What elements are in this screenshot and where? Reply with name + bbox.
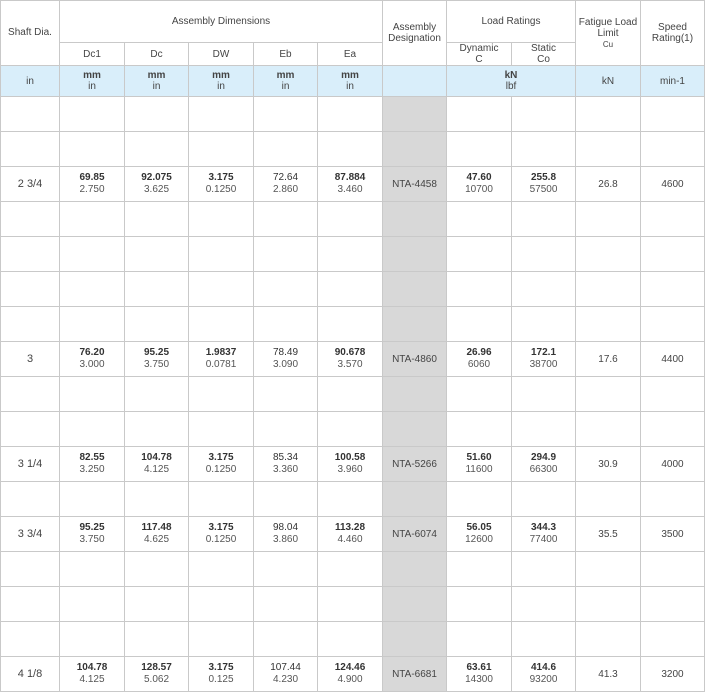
- cell-c: [447, 307, 512, 342]
- load-ratings-header: Load Ratings: [447, 1, 576, 43]
- cell-co: [512, 167, 576, 202]
- table-row: [1, 342, 705, 377]
- cell-speed: [641, 237, 705, 272]
- cell-ea: [318, 307, 383, 342]
- cell-speed: [641, 307, 705, 342]
- cell-dc1: [60, 272, 125, 307]
- cell-dc: [125, 97, 189, 132]
- cell-co: [512, 132, 576, 167]
- cell-ea: [318, 412, 383, 447]
- cell-speed: [641, 272, 705, 307]
- value-metric: 255.8: [530, 172, 557, 183]
- cell-shaft: [1, 552, 60, 587]
- table-row: [1, 167, 705, 202]
- cell-dw: [189, 307, 254, 342]
- value-imperial: 0.1250: [205, 464, 237, 475]
- unit-speed: min-1: [641, 66, 705, 97]
- cell-c: [447, 342, 512, 377]
- static-header: Static Co: [512, 43, 576, 66]
- cell-co: [512, 622, 576, 657]
- cell-cu: 17.6: [576, 342, 641, 377]
- cell-dw: [189, 517, 254, 552]
- cell-c: [447, 517, 512, 552]
- value-metric: 294.9: [530, 452, 557, 463]
- value-metric: 3.175: [208, 522, 234, 533]
- cell-eb: [254, 412, 318, 447]
- cell-c: [447, 132, 512, 167]
- cell-cu: 30.9: [576, 447, 641, 482]
- cell-eb: [254, 202, 318, 237]
- cell-desig: [383, 272, 447, 307]
- cell-eb: [254, 447, 318, 482]
- cell-cu: 41.3: [576, 657, 641, 692]
- cell-dc1: [60, 657, 125, 692]
- table-row: [1, 97, 705, 132]
- cell-c: [447, 97, 512, 132]
- value-imperial: 0.0781: [205, 359, 237, 370]
- cell-dc1: [60, 307, 125, 342]
- value-imperial: 11600: [465, 464, 493, 475]
- cell-speed: [641, 97, 705, 132]
- value-imperial: 0.1250: [205, 534, 237, 545]
- cell-speed: [641, 622, 705, 657]
- cell-ea: [318, 657, 383, 692]
- value-imperial: 3.460: [337, 184, 363, 195]
- cell-desig: [383, 412, 447, 447]
- cell-shaft: [1, 412, 60, 447]
- cell-speed: [641, 482, 705, 517]
- value-imperial: 2.750: [79, 184, 105, 195]
- cell-dc1: [60, 482, 125, 517]
- dynamic-header: Dynamic C: [447, 43, 512, 66]
- value-metric: 1.9837: [205, 347, 237, 358]
- cell-eb: [254, 622, 318, 657]
- value-imperial: 93200: [529, 674, 558, 685]
- table-row: [1, 587, 705, 622]
- table-row: [1, 202, 705, 237]
- value-metric: 63.61: [466, 662, 492, 673]
- value-imperial: 66300: [529, 464, 558, 475]
- value-metric: 69.85: [79, 172, 105, 183]
- cell-eb: [254, 97, 318, 132]
- value-imperial: 3.090: [272, 359, 299, 370]
- table-row: [1, 307, 705, 342]
- cell-desig: [383, 587, 447, 622]
- cell-eb: [254, 132, 318, 167]
- cell-dc1: [60, 517, 125, 552]
- cell-c: [447, 587, 512, 622]
- value-metric: 104.78: [141, 452, 172, 463]
- table-row: [1, 237, 705, 272]
- cell-dw: [189, 657, 254, 692]
- dw-header: DW: [189, 43, 254, 66]
- cell-c: [447, 167, 512, 202]
- cell-dc1: [60, 552, 125, 587]
- cell-dw: [189, 272, 254, 307]
- value-imperial: 3.360: [272, 464, 299, 475]
- value-imperial: 57500: [529, 184, 558, 195]
- value-imperial: 3.570: [337, 359, 363, 370]
- value-metric: 78.49: [272, 347, 299, 358]
- cell-co: [512, 272, 576, 307]
- cell-shaft: [1, 307, 60, 342]
- cell-eb: [254, 237, 318, 272]
- value-metric: 100.58: [334, 452, 366, 463]
- cell-dc: [125, 237, 189, 272]
- cell-speed: 3200: [641, 657, 705, 692]
- cell-cu: 26.8: [576, 167, 641, 202]
- value-imperial: 3.860: [272, 534, 299, 545]
- cell-co: [512, 377, 576, 412]
- value-metric: 76.20: [79, 347, 105, 358]
- cell-shaft: 3 1/4: [1, 447, 60, 482]
- cell-co: [512, 587, 576, 622]
- table-row: [1, 412, 705, 447]
- cell-shaft: [1, 272, 60, 307]
- cell-cu: [576, 307, 641, 342]
- value-metric: 47.60: [466, 172, 492, 183]
- cell-co: [512, 517, 576, 552]
- cell-speed: [641, 552, 705, 587]
- cell-eb: [254, 167, 318, 202]
- value-metric: 172.1: [530, 347, 557, 358]
- cell-shaft: [1, 202, 60, 237]
- cell-dc: [125, 167, 189, 202]
- value-imperial: 5.062: [143, 674, 170, 685]
- value-metric: 104.78: [76, 662, 108, 673]
- cell-dc1: [60, 447, 125, 482]
- cell-speed: [641, 377, 705, 412]
- table-row: [1, 517, 705, 552]
- cell-shaft: [1, 482, 60, 517]
- cell-desig: [383, 482, 447, 517]
- value-imperial: 12600: [465, 534, 493, 545]
- cell-cu: [576, 587, 641, 622]
- unit-dc1: mm in: [60, 66, 125, 97]
- cell-shaft: [1, 587, 60, 622]
- cell-dw: [189, 342, 254, 377]
- cell-dc1: [60, 622, 125, 657]
- table-row: [1, 482, 705, 517]
- cell-cu: [576, 97, 641, 132]
- cell-dc: [125, 587, 189, 622]
- cell-shaft: 3: [1, 342, 60, 377]
- assembly-dimensions-header: Assembly Dimensions: [60, 1, 383, 43]
- cell-dw: [189, 167, 254, 202]
- cell-cu: [576, 552, 641, 587]
- ea-header: Ea: [318, 43, 383, 66]
- value-metric: 85.34: [272, 452, 299, 463]
- cell-c: [447, 237, 512, 272]
- cell-cu: [576, 482, 641, 517]
- cell-ea: [318, 482, 383, 517]
- table-row: [1, 132, 705, 167]
- cell-shaft: [1, 132, 60, 167]
- cell-co: [512, 342, 576, 377]
- value-metric: 414.6: [530, 662, 557, 673]
- cell-dc: [125, 307, 189, 342]
- cell-desig: NTA-4458: [383, 167, 447, 202]
- cell-c: [447, 272, 512, 307]
- cell-dw: [189, 552, 254, 587]
- unit-eb: mm in: [254, 66, 318, 97]
- cell-eb: [254, 657, 318, 692]
- cell-dw: [189, 412, 254, 447]
- value-imperial: 3.250: [79, 464, 105, 475]
- cell-desig: NTA-6681: [383, 657, 447, 692]
- fatigue-load-limit-header: Fatigue Load Limit Cu: [576, 1, 641, 66]
- cell-cu: [576, 412, 641, 447]
- value-imperial: 3.750: [143, 359, 170, 370]
- cell-dw: [189, 132, 254, 167]
- value-imperial: 6060: [467, 359, 491, 370]
- cell-dc: [125, 377, 189, 412]
- dc1-header: Dc1: [60, 43, 125, 66]
- unit-shaft: in: [1, 66, 60, 97]
- cell-dw: [189, 237, 254, 272]
- cell-co: [512, 482, 576, 517]
- cell-eb: [254, 377, 318, 412]
- unit-ea: mm in: [318, 66, 383, 97]
- cell-dc1: [60, 342, 125, 377]
- cell-ea: [318, 377, 383, 412]
- cell-ea: [318, 97, 383, 132]
- cell-dc: [125, 657, 189, 692]
- value-imperial: 4.460: [337, 534, 363, 545]
- cell-desig: [383, 377, 447, 412]
- value-metric: 87.884: [334, 172, 366, 183]
- cell-c: [447, 202, 512, 237]
- cell-cu: 35.5: [576, 517, 641, 552]
- cell-c: [447, 482, 512, 517]
- table-row: [1, 622, 705, 657]
- value-metric: 3.175: [208, 172, 234, 183]
- table-row: [1, 377, 705, 412]
- value-imperial: 2.860: [272, 184, 299, 195]
- cell-desig: NTA-5266: [383, 447, 447, 482]
- value-metric: 124.46: [334, 662, 366, 673]
- cell-desig: NTA-6074: [383, 517, 447, 552]
- cell-cu: [576, 237, 641, 272]
- value-imperial: 4.625: [143, 534, 170, 545]
- cell-dc: [125, 272, 189, 307]
- cell-co: [512, 552, 576, 587]
- cell-dw: [189, 587, 254, 622]
- cell-ea: [318, 447, 383, 482]
- value-imperial: 4.230: [272, 674, 299, 685]
- cell-speed: 4600: [641, 167, 705, 202]
- shaft-dia-header: Shaft Dia.: [1, 1, 60, 66]
- cell-c: [447, 412, 512, 447]
- cell-dc: [125, 342, 189, 377]
- cell-desig: [383, 202, 447, 237]
- cell-dc1: [60, 377, 125, 412]
- cell-dw: [189, 202, 254, 237]
- cell-co: [512, 307, 576, 342]
- value-imperial: 3.625: [143, 184, 170, 195]
- value-metric: 117.48: [141, 522, 172, 533]
- cell-dc1: [60, 97, 125, 132]
- value-metric: 95.25: [143, 347, 170, 358]
- cell-dc1: [60, 167, 125, 202]
- cell-shaft: 3 3/4: [1, 517, 60, 552]
- cell-dc1: [60, 412, 125, 447]
- value-metric: 107.44: [270, 662, 301, 673]
- cell-co: [512, 412, 576, 447]
- value-imperial: 77400: [529, 534, 558, 545]
- dc-header: Dc: [125, 43, 189, 66]
- table-body: [1, 97, 705, 692]
- cell-co: [512, 237, 576, 272]
- eb-header: Eb: [254, 43, 318, 66]
- cell-eb: [254, 342, 318, 377]
- cell-speed: 3500: [641, 517, 705, 552]
- cell-eb: [254, 517, 318, 552]
- cell-speed: [641, 412, 705, 447]
- cell-c: [447, 447, 512, 482]
- cell-speed: 4400: [641, 342, 705, 377]
- value-metric: 92.075: [141, 172, 172, 183]
- value-metric: 3.175: [208, 662, 234, 673]
- cell-dc: [125, 132, 189, 167]
- cell-dc1: [60, 132, 125, 167]
- cell-ea: [318, 202, 383, 237]
- cell-desig: [383, 622, 447, 657]
- cell-speed: 4000: [641, 447, 705, 482]
- cell-eb: [254, 307, 318, 342]
- value-metric: 95.25: [79, 522, 105, 533]
- cell-eb: [254, 272, 318, 307]
- cell-co: [512, 202, 576, 237]
- value-imperial: 3.000: [79, 359, 105, 370]
- value-metric: 26.96: [466, 347, 492, 358]
- cell-dc1: [60, 237, 125, 272]
- cell-shaft: [1, 97, 60, 132]
- cell-desig: [383, 97, 447, 132]
- value-imperial: 3.750: [79, 534, 105, 545]
- cell-dw: [189, 482, 254, 517]
- cell-c: [447, 377, 512, 412]
- cell-dw: [189, 447, 254, 482]
- cell-ea: [318, 552, 383, 587]
- cell-dc: [125, 412, 189, 447]
- unit-fatigue: kN: [576, 66, 641, 97]
- cell-eb: [254, 482, 318, 517]
- table-row: [1, 657, 705, 692]
- value-imperial: 14300: [465, 674, 493, 685]
- value-metric: 90.678: [334, 347, 366, 358]
- cell-ea: [318, 587, 383, 622]
- cell-c: [447, 552, 512, 587]
- cell-eb: [254, 552, 318, 587]
- value-imperial: 10700: [465, 184, 493, 195]
- cell-ea: [318, 132, 383, 167]
- cell-shaft: [1, 622, 60, 657]
- cell-dc1: [60, 587, 125, 622]
- cell-speed: [641, 202, 705, 237]
- cell-dc1: [60, 202, 125, 237]
- value-imperial: 4.125: [143, 464, 170, 475]
- cell-cu: [576, 202, 641, 237]
- value-imperial: 3.960: [337, 464, 363, 475]
- value-metric: 72.64: [272, 172, 299, 183]
- cell-ea: [318, 342, 383, 377]
- value-metric: 113.28: [334, 522, 366, 533]
- cell-dw: [189, 377, 254, 412]
- cell-speed: [641, 132, 705, 167]
- cell-dc: [125, 482, 189, 517]
- cell-cu: [576, 377, 641, 412]
- value-metric: 51.60: [466, 452, 492, 463]
- value-metric: 344.3: [530, 522, 557, 533]
- cell-cu: [576, 272, 641, 307]
- value-imperial: 4.125: [79, 674, 105, 685]
- assembly-designation-header: Assembly Designation: [383, 1, 447, 66]
- cell-eb: [254, 587, 318, 622]
- cell-dc: [125, 552, 189, 587]
- cell-cu: [576, 622, 641, 657]
- cell-ea: [318, 517, 383, 552]
- cell-desig: [383, 132, 447, 167]
- cell-desig: [383, 307, 447, 342]
- cell-dw: [189, 97, 254, 132]
- cell-shaft: [1, 377, 60, 412]
- cell-dc: [125, 622, 189, 657]
- value-metric: 82.55: [79, 452, 105, 463]
- value-metric: 128.57: [141, 662, 172, 673]
- value-imperial: 4.900: [337, 674, 363, 685]
- value-imperial: 38700: [529, 359, 558, 370]
- cell-co: [512, 447, 576, 482]
- cell-shaft: 2 3/4: [1, 167, 60, 202]
- value-imperial: 0.125: [208, 674, 234, 685]
- cell-shaft: 4 1/8: [1, 657, 60, 692]
- value-imperial: 0.1250: [205, 184, 237, 195]
- cell-desig: [383, 552, 447, 587]
- cell-c: [447, 622, 512, 657]
- table-row: [1, 272, 705, 307]
- unit-load: kN lbf: [447, 66, 576, 97]
- unit-dc: mm in: [125, 66, 189, 97]
- unit-dw: mm in: [189, 66, 254, 97]
- cell-desig: NTA-4860: [383, 342, 447, 377]
- table-row: [1, 552, 705, 587]
- cell-ea: [318, 622, 383, 657]
- cell-speed: [641, 587, 705, 622]
- speed-rating-header: Speed Rating(1): [641, 1, 705, 66]
- cell-co: [512, 657, 576, 692]
- cell-dc: [125, 447, 189, 482]
- table-row: [1, 447, 705, 482]
- cell-desig: [383, 237, 447, 272]
- cell-dw: [189, 622, 254, 657]
- cell-c: [447, 657, 512, 692]
- cell-dc: [125, 517, 189, 552]
- value-metric: 98.04: [272, 522, 299, 533]
- cell-dc: [125, 202, 189, 237]
- value-metric: 3.175: [208, 452, 234, 463]
- cell-ea: [318, 272, 383, 307]
- cell-co: [512, 97, 576, 132]
- value-metric: 56.05: [466, 522, 492, 533]
- cell-cu: [576, 132, 641, 167]
- cell-ea: [318, 237, 383, 272]
- cell-ea: [318, 167, 383, 202]
- cell-shaft: [1, 237, 60, 272]
- unit-designation: [383, 66, 447, 97]
